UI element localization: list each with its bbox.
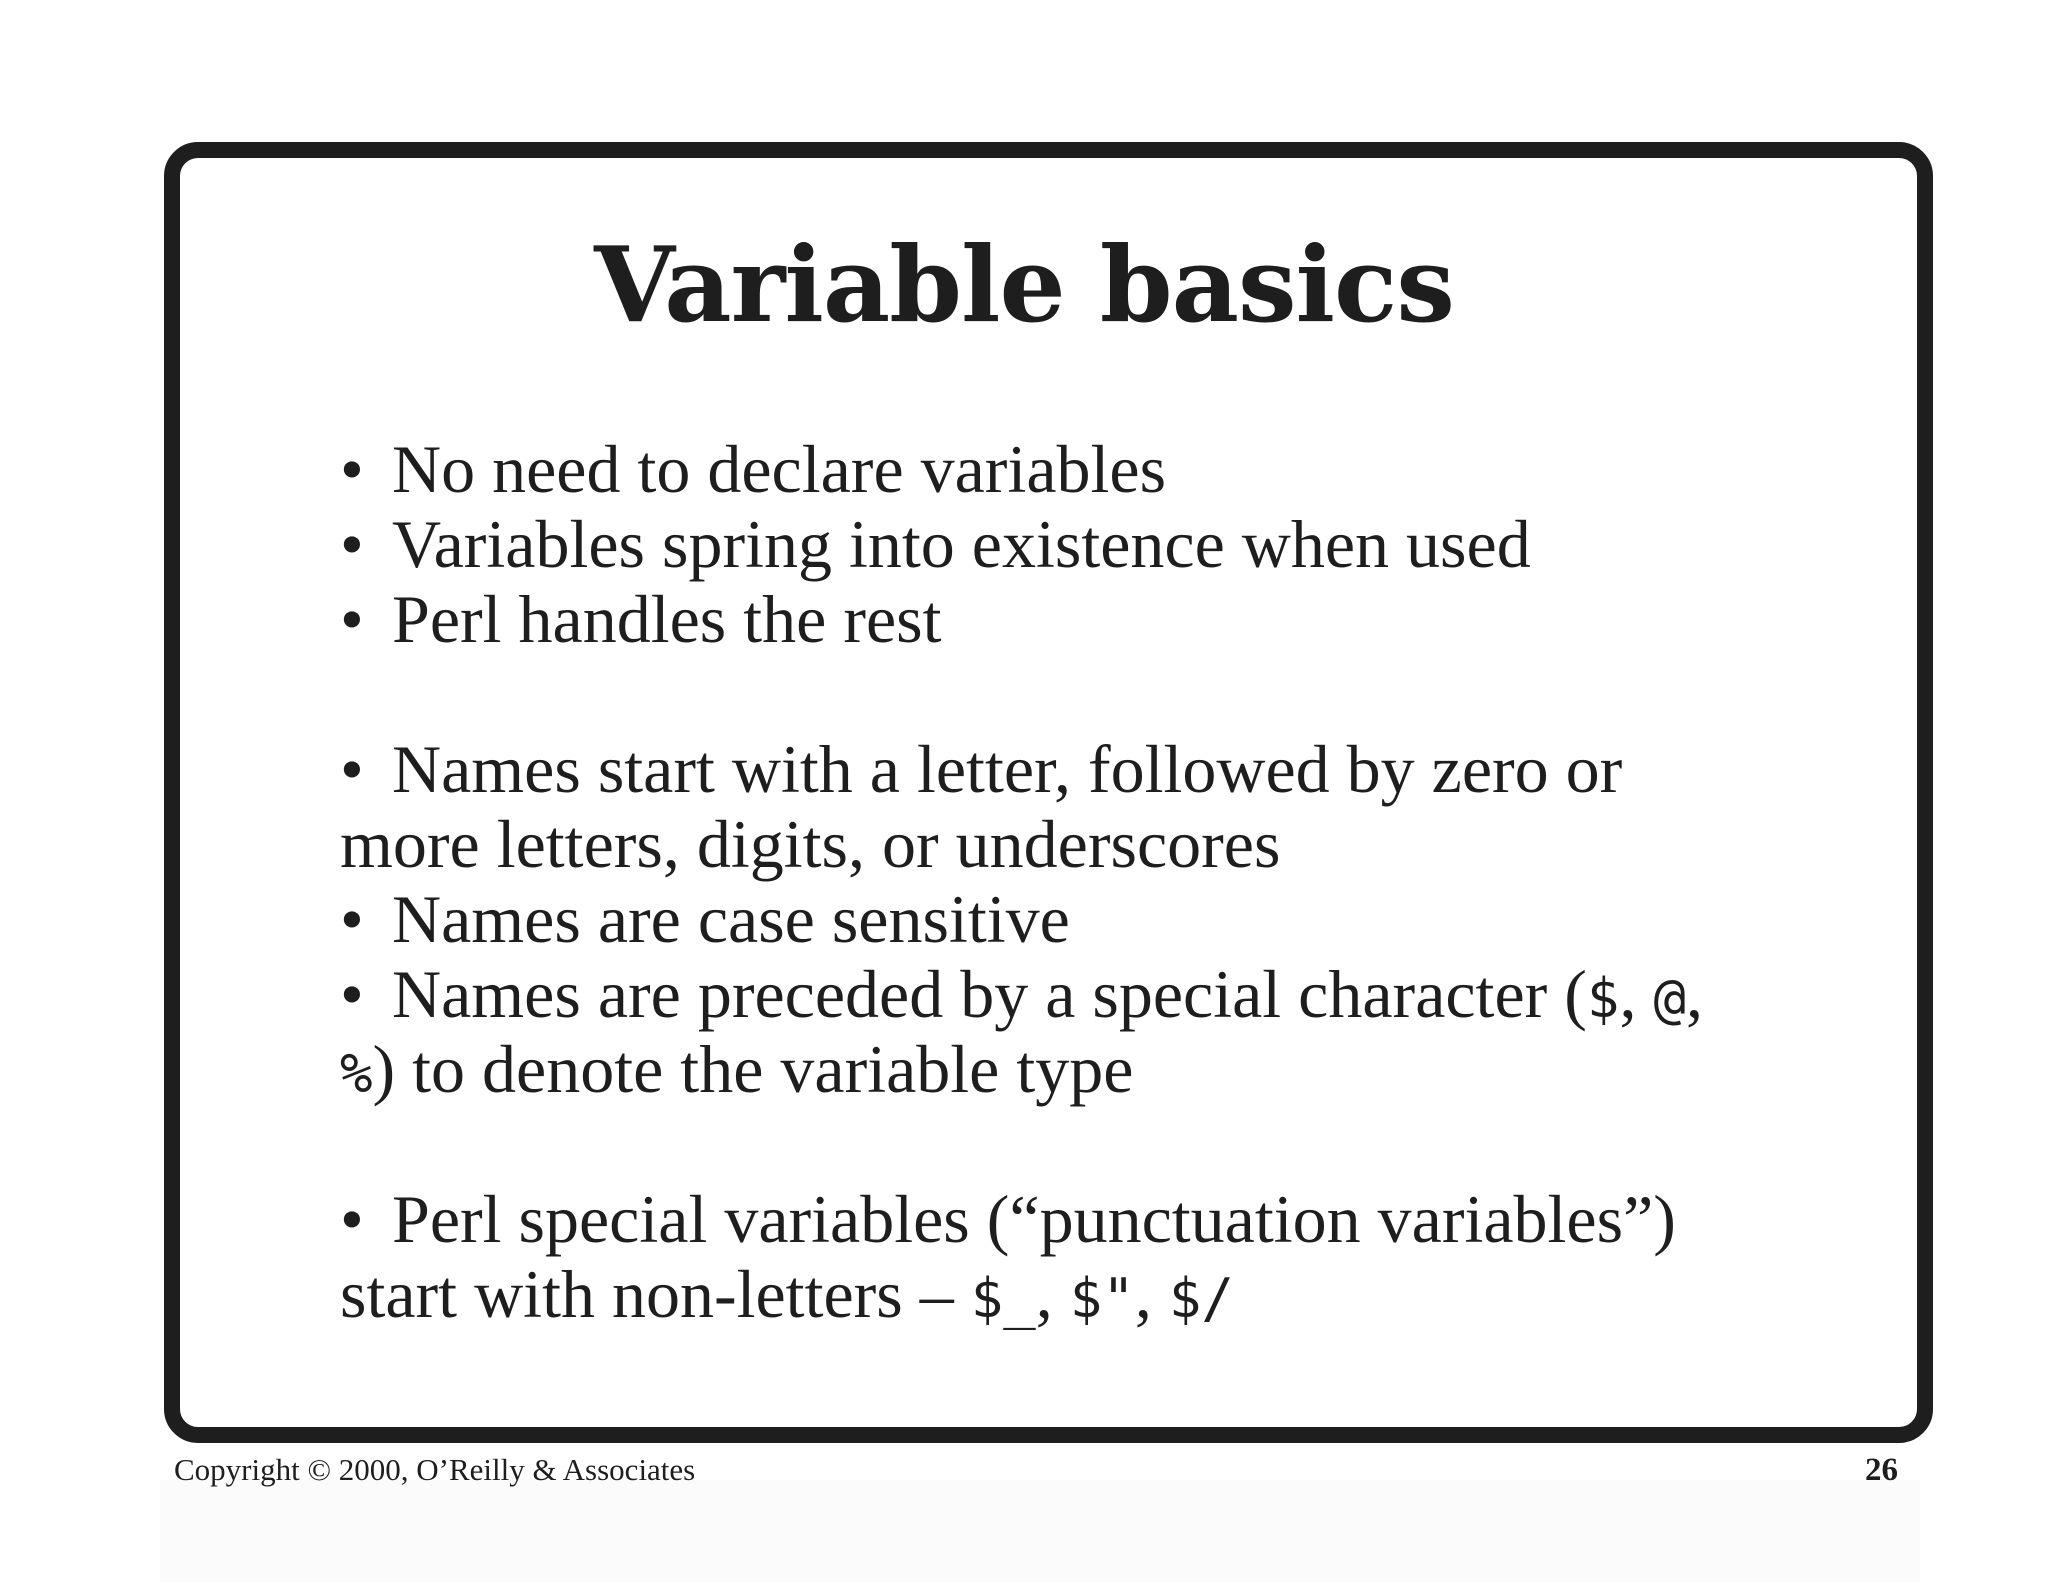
code-var-slash: $/: [1168, 1267, 1234, 1330]
separator: ,: [1685, 956, 1703, 1032]
bullet-text: Variables spring into existence when used: [392, 506, 1531, 582]
bullet-gap: [340, 1107, 1840, 1182]
bullet-text: start with non-letters –: [340, 1256, 971, 1332]
footer: [174, 1452, 1898, 1492]
code-sigil-hash: %: [340, 1042, 373, 1105]
copyright-notice: Copyright © 2000, O’Reilly & Associates: [174, 1452, 696, 1487]
bullet-item: [340, 582, 1840, 657]
bullet-text: No need to declare variables: [392, 431, 1167, 507]
bullet-text: Perl handles the rest: [392, 581, 942, 657]
code-var-underscore: $_: [970, 1267, 1036, 1330]
bullet-text: Perl special variables (“punctuation variables”): [392, 1181, 1676, 1257]
bullet-continuation: [340, 1032, 1840, 1107]
page-shade: [160, 1480, 1920, 1582]
code-sigil-array: @: [1653, 967, 1686, 1030]
code-var-quote: $": [1069, 1267, 1135, 1330]
bullet-icon: •: [340, 956, 364, 1032]
bullet-icon: •: [340, 431, 364, 507]
bullet-item: [340, 957, 1840, 1032]
code-sigil-scalar: $: [1586, 967, 1620, 1030]
bullet-item: [340, 732, 1840, 807]
bullet-list: [340, 432, 1840, 1332]
bullet-item: [340, 432, 1840, 507]
bullet-icon: •: [340, 1181, 364, 1257]
bullet-item: [340, 507, 1840, 582]
bullet-icon: •: [340, 881, 364, 957]
bullet-gap: [340, 657, 1840, 732]
bullet-text: ) to denote the variable type: [372, 1031, 1134, 1107]
page-number: 26: [1865, 1452, 1898, 1488]
separator: ,: [1619, 956, 1654, 1032]
bullet-continuation: [340, 1257, 1840, 1332]
bullet-text: Names are case sensitive: [392, 881, 1070, 957]
bullet-icon: •: [340, 506, 364, 582]
bullet-icon: •: [340, 731, 364, 807]
slide-title: Variable basics: [594, 223, 1454, 346]
bullet-item: [340, 1182, 1840, 1257]
bullet-text: more letters, digits, or underscores: [340, 806, 1281, 882]
bullet-text: Names start with a letter, followed by zero or: [392, 731, 1623, 807]
bullet-icon: •: [340, 581, 364, 657]
bullet-text: Names are preceded by a special character (: [392, 956, 1587, 1032]
bullet-continuation: [340, 807, 1840, 882]
separator: ,: [1134, 1256, 1169, 1332]
bullet-item: [340, 882, 1840, 957]
separator: ,: [1035, 1256, 1070, 1332]
